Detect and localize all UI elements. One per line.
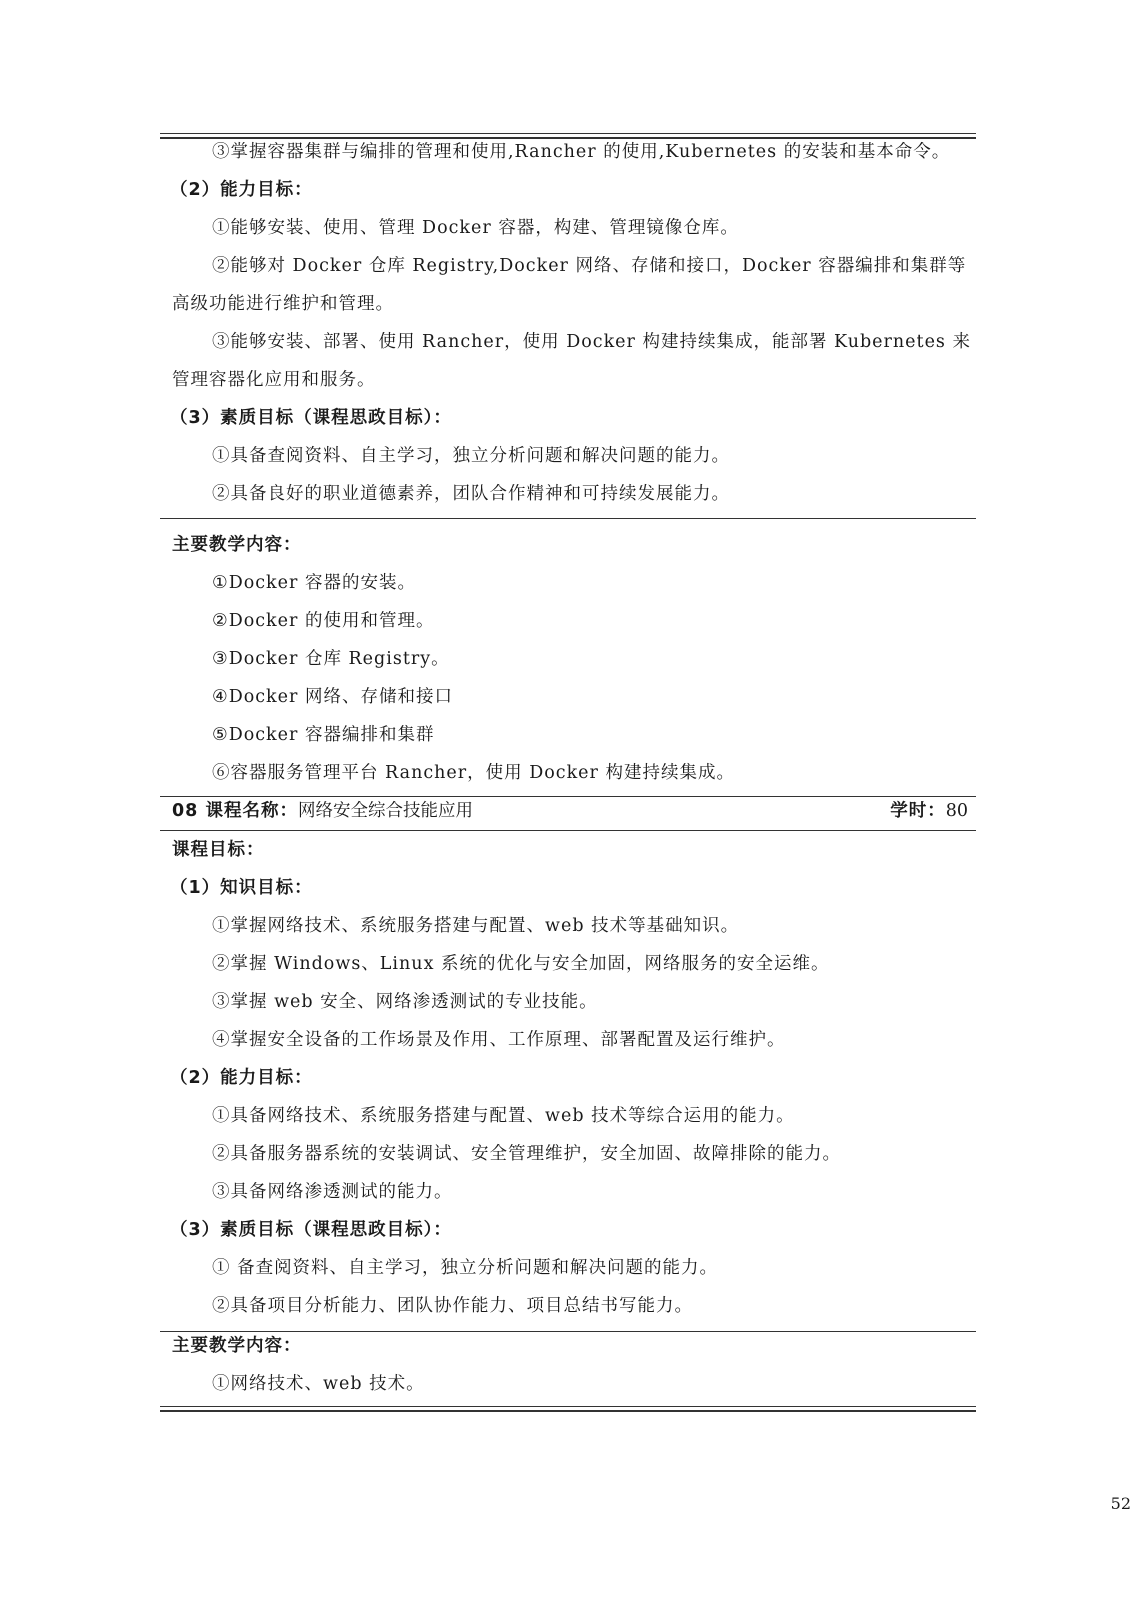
- knowledge-item-3: ③掌握容器集群与编排的管理和使用,Rancher 的使用,Kubernetes 的安装和基本命令。: [212, 142, 951, 162]
- course-name: 网络安全综合技能应用: [297, 801, 473, 821]
- ability-item: ②具备服务器系统的安装调试、安全管理维护，安全加固、故障排除的能力。: [212, 1144, 841, 1164]
- page-number-text: 52: [1110, 1494, 1131, 1513]
- quality-heading: （3）素质目标（课程思政目标）：: [170, 1220, 452, 1240]
- ability-heading: （2）能力目标：: [170, 180, 313, 200]
- top-double-rule: [160, 133, 976, 139]
- ability-item-2-line-1: ②能够对 Docker 仓库 Registry,Docker 网络、存储和接口，Docker 容器编排和集群等: [212, 256, 967, 276]
- quality-item: ②具备项目分析能力、团队协作能力、项目总结书写能力。: [212, 1296, 693, 1316]
- ability-item: ①具备网络技术、系统服务搭建与配置、web 技术等综合运用的能力。: [212, 1106, 795, 1126]
- hours-label: 学时：: [890, 801, 946, 821]
- section-divider: [160, 830, 976, 831]
- ability-item-3-line-2: 管理容器化应用和服务。: [172, 370, 376, 390]
- knowledge-item: ③掌握 web 安全、网络渗透测试的专业技能。: [212, 992, 598, 1012]
- course-hours: [890, 799, 968, 823]
- ability-heading: （2）能力目标：: [170, 1068, 313, 1088]
- ability-item-3-line-1: ③能够安装、部署、使用 Rancher，使用 Docker 构建持续集成，能部署 Kubernetes 来: [212, 332, 971, 352]
- content-item: ①网络技术、web 技术。: [212, 1374, 425, 1394]
- quality-item: ① 备查阅资料、自主学习，独立分析问题和解决问题的能力。: [212, 1258, 719, 1278]
- page-number: [0, 1494, 1131, 1513]
- quality-item-1: ①具备查阅资料、自主学习，独立分析问题和解决问题的能力。: [212, 446, 730, 466]
- content-item: ④Docker 网络、存储和接口: [212, 687, 453, 707]
- section-divider: [160, 1331, 976, 1332]
- goals-heading: 课程目标：: [172, 840, 265, 860]
- ability-item-2-line-2: 高级功能进行维护和管理。: [172, 294, 394, 314]
- content-heading: 主要教学内容：: [172, 1336, 302, 1356]
- content-item: ③Docker 仓库 Registry。: [212, 649, 450, 669]
- knowledge-item: ①掌握网络技术、系统服务搭建与配置、web 技术等基础知识。: [212, 916, 740, 936]
- section-divider: [160, 796, 976, 797]
- ability-item-1: ①能够安装、使用、管理 Docker 容器，构建、管理镜像仓库。: [212, 218, 739, 238]
- hours-value: 80: [945, 801, 968, 821]
- content-heading: 主要教学内容：: [172, 535, 302, 555]
- section-divider: [160, 518, 976, 519]
- quality-heading: （3）素质目标（课程思政目标）：: [170, 408, 452, 428]
- ability-item: ③具备网络渗透测试的能力。: [212, 1182, 453, 1202]
- knowledge-heading: （1）知识目标：: [170, 878, 313, 898]
- content-item: ①Docker 容器的安装。: [212, 573, 416, 593]
- bottom-double-rule: [160, 1406, 976, 1412]
- course-title-row: [172, 799, 968, 823]
- knowledge-item: ②掌握 Windows、Linux 系统的优化与安全加固，网络服务的安全运维。: [212, 954, 830, 974]
- content-item: ⑤Docker 容器编排和集群: [212, 725, 435, 745]
- content-item: ⑥容器服务管理平台 Rancher，使用 Docker 构建持续集成。: [212, 763, 735, 783]
- course-label: 08 课程名称：: [172, 801, 298, 821]
- content-item: ②Docker 的使用和管理。: [212, 611, 435, 631]
- knowledge-item: ④掌握安全设备的工作场景及作用、工作原理、部署配置及运行维护。: [212, 1030, 786, 1050]
- quality-item-2: ②具备良好的职业道德素养，团队合作精神和可持续发展能力。: [212, 484, 730, 504]
